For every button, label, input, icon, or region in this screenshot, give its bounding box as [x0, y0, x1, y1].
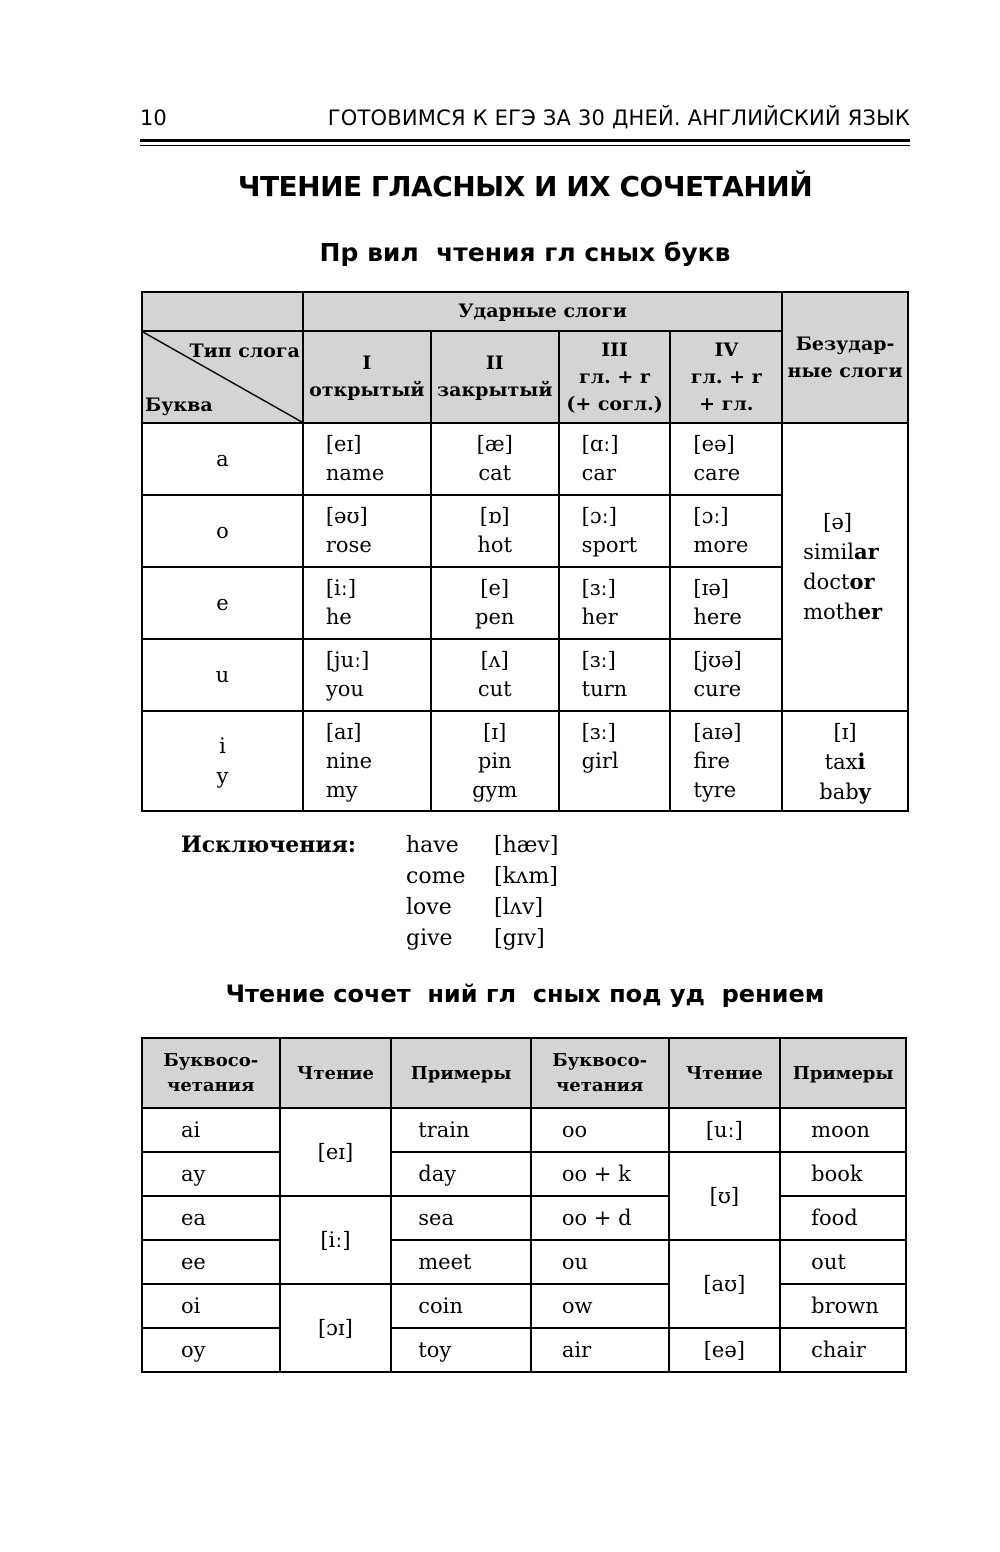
- page-number: 10: [140, 106, 167, 130]
- table-cell: [ʊ]: [669, 1152, 781, 1240]
- table-cell: day: [391, 1152, 531, 1196]
- list-item: have [hæv]: [406, 833, 559, 858]
- table1-title: Пр вил чтения гл сных букв: [319, 238, 731, 267]
- list-item: give [gɪv]: [406, 926, 545, 951]
- col-header-1: I открытый: [303, 331, 431, 423]
- table-cell: oi: [142, 1284, 280, 1328]
- table-cell: [ɪə] here: [670, 567, 782, 639]
- col-header-examples: Примеры: [391, 1038, 531, 1108]
- table-cell: train: [391, 1108, 531, 1152]
- col-header-combo: Буквосо- четания: [531, 1038, 669, 1108]
- table-cell: meet: [391, 1240, 531, 1284]
- table-cell: [eɪ] name: [303, 423, 431, 495]
- table-row: [142, 423, 908, 495]
- table-cell: chair: [780, 1328, 906, 1372]
- table-row: [142, 1284, 906, 1328]
- vowel-reading-table: [141, 291, 909, 812]
- list-item: love [lʌv]: [406, 895, 544, 920]
- list-item: come [kʌm]: [406, 864, 558, 889]
- table-cell: sea: [391, 1196, 531, 1240]
- table-cell: [aɪə] fire tyre: [670, 711, 782, 811]
- table-cell: [eɪ]: [280, 1108, 392, 1196]
- table-cell: [ɪ] pin gym: [431, 711, 559, 811]
- table-cell: [ɔː] more: [670, 495, 782, 567]
- table-cell: oy: [142, 1328, 280, 1372]
- table-cell: [ɒ] hot: [431, 495, 559, 567]
- table-cell: air: [531, 1328, 669, 1372]
- table-row: [142, 1196, 906, 1240]
- table-cell: [eə]: [669, 1328, 781, 1372]
- corner-top: [142, 292, 303, 331]
- table-cell: oo + k: [531, 1152, 669, 1196]
- table-cell: ee: [142, 1240, 280, 1284]
- table-row: [142, 1240, 906, 1284]
- letter-cell: i y: [142, 711, 303, 811]
- table2-title: Чтение сочет ний гл сных под уд рением: [225, 980, 825, 1008]
- table-cell: [ʌ] cut: [431, 639, 559, 711]
- letter-cell: o: [142, 495, 303, 567]
- letter-label: Буква: [145, 394, 213, 416]
- table-cell: toy: [391, 1328, 531, 1372]
- table-row: [142, 1108, 906, 1152]
- table-cell: [aɪ] nine my: [303, 711, 431, 811]
- table-cell: ai: [142, 1108, 280, 1152]
- table-cell: [jʊə] cure: [670, 639, 782, 711]
- table-cell: oo + d: [531, 1196, 669, 1240]
- table-cell: coin: [391, 1284, 531, 1328]
- table-cell: [eə] care: [670, 423, 782, 495]
- table-cell: [aʊ]: [669, 1240, 781, 1328]
- exceptions-label: Исключения:: [181, 832, 357, 858]
- col-header-2: II закрытый: [431, 331, 559, 423]
- running-head: [140, 106, 910, 136]
- table-cell: oo: [531, 1108, 669, 1152]
- table-cell: [æ] cat: [431, 423, 559, 495]
- letter-cell: u: [142, 639, 303, 711]
- table-cell: book: [780, 1152, 906, 1196]
- table-cell: ay: [142, 1152, 280, 1196]
- letter-cell: e: [142, 567, 303, 639]
- unstressed-schwa-cell: [ə] similar doctor mother: [782, 423, 908, 711]
- stressed-header: Ударные слоги: [303, 292, 782, 331]
- table-cell: [ɪ] taxi baby: [782, 711, 908, 811]
- section-title: ЧТЕНИЕ ГЛАСНЫХ И ИХ СОЧЕТАНИЙ: [237, 170, 813, 203]
- unstressed-header: Безудар- ные слоги: [782, 292, 908, 423]
- table-cell: ou: [531, 1240, 669, 1284]
- table-cell: [e] pen: [431, 567, 559, 639]
- table-cell: [uː]: [669, 1108, 781, 1152]
- table-cell: [ɜː] girl: [559, 711, 671, 811]
- vowel-combinations-table: [141, 1037, 907, 1373]
- col-header-3: III гл. + r (+ согл.): [559, 331, 671, 423]
- col-header-reading: Чтение: [669, 1038, 781, 1108]
- table-cell: ea: [142, 1196, 280, 1240]
- table-row: [142, 1152, 906, 1196]
- table-cell: brown: [780, 1284, 906, 1328]
- table-cell: [ɑː] car: [559, 423, 671, 495]
- table-row: [142, 711, 908, 811]
- table-cell: food: [780, 1196, 906, 1240]
- table-cell: [ɜː] her: [559, 567, 671, 639]
- table-cell: [ɔː] sport: [559, 495, 671, 567]
- header-rule-thin: [140, 145, 910, 146]
- table-cell: [ɜː] turn: [559, 639, 671, 711]
- book-title: ГОТОВИМСЯ К ЕГЭ ЗА 30 ДНЕЙ. АНГЛИЙСКИЙ ЯЗЫК: [327, 106, 910, 130]
- col-header-4: IV гл. + r + гл.: [670, 331, 782, 423]
- syllable-type-label: Тип слога: [189, 340, 300, 362]
- table-cell: [ɔɪ]: [280, 1284, 392, 1372]
- header-rule: [140, 139, 910, 142]
- exceptions-list: [406, 830, 558, 954]
- col-header-combo: Буквосо- четания: [142, 1038, 280, 1108]
- table-cell: ow: [531, 1284, 669, 1328]
- table-cell: moon: [780, 1108, 906, 1152]
- table-row: [142, 1328, 906, 1372]
- table-cell: [əʊ] rose: [303, 495, 431, 567]
- letter-cell: a: [142, 423, 303, 495]
- col-header-examples: Примеры: [780, 1038, 906, 1108]
- table-cell: [iː]: [280, 1196, 392, 1284]
- col-header-reading: Чтение: [280, 1038, 392, 1108]
- table-cell: [juː] you: [303, 639, 431, 711]
- table-cell: out: [780, 1240, 906, 1284]
- table-cell: [iː] he: [303, 567, 431, 639]
- diagonal-header-cell: [142, 331, 303, 423]
